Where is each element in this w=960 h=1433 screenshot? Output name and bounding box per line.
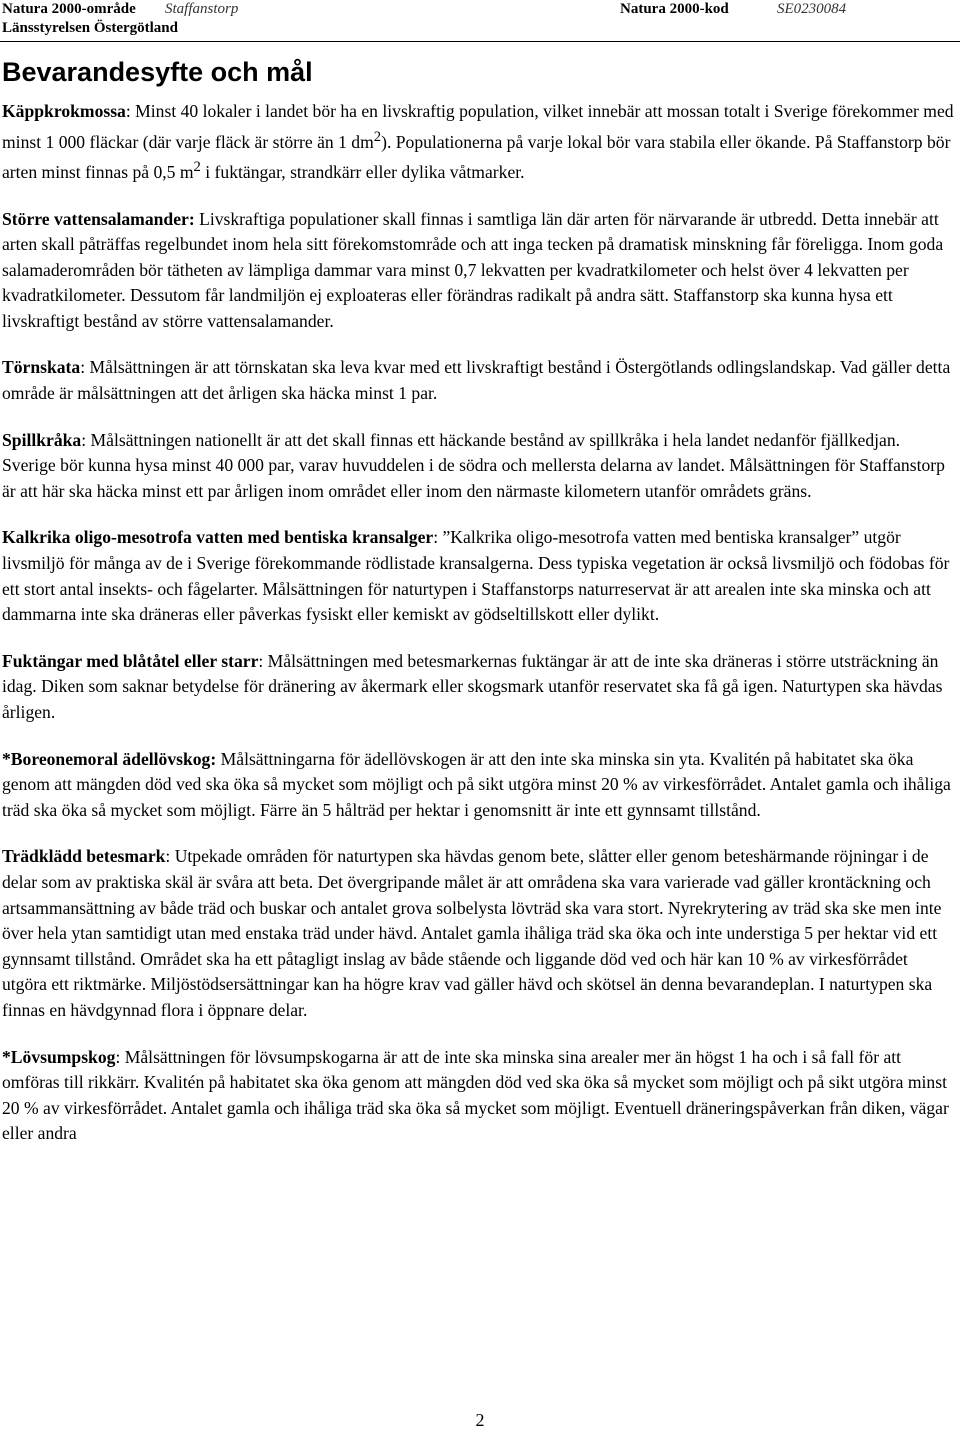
paragraph-text: : Målsättningen för lövsumpskogarna är att de inte ska minska sina arealer mer än högst 1 ha och i så fall för att omföras till rikkärr. Kvalitén på habitatet ska öka genom att mängden död ved ska öka så mycket som möjligt och på sikt utgöra minst 20 % av virkesförrådet. Antalet gamla och ihåliga träd ska öka så mycket som möjligt. Eventuell dräneringspåverkan från diken, vägar eller andra [2,1046,949,1144]
header-code-value: SE0230084 [777,1,847,17]
paragraph-text: : Målsättningen med betesmarkernas fuktängar är att de inte ska dräneras i större utsträckning än idag. Diken som saknar betydelse för dränering av åkermark eller skogsmark utanför reservatet ska få gå igen. Naturtypen ska hävdas årligen. [2,650,943,722]
paragraph-lead: *Boreonemoral ädellövskog: [2,748,217,769]
paragraph-kappkrokmossa [2,99,957,186]
paragraph-lead: Större vattensalamander: [2,208,195,229]
paragraph-vattensalamander [2,207,957,335]
paragraph-text: : Utpekade områden för naturtypen ska hävdas genom bete, slåtter eller genom beteshärmande röjningar i de delar som av praktiska skäl är svåra att beta. Det övergripande målet är att områdena ska vara varierade vad gäller krontäckning och artsammansättning av både träd och buskar och antalet grova solbelysta lövträd ska vara stort. Nyrekrytering av träd ska ske men inte över hela ytan samtidigt utan med enstaka träd under hävd. Antalet gamla ihåliga träd ska öka och inte understiga 5 per hektar vid ett gynnsamt tillstånd. Området ska ha ett påtagligt inslag av både stående och liggande död ved och här kan 10 % av virkesförrådet utgöra ett riktmärke. Miljöstödsersättningar kan ha högre krav vad gäller hävd och skötsel än denna bevarandeplan. I naturtypen ska finnas en hävdgynnad flora i öppnare delar. [2,846,942,1020]
paragraph-text: : ”Kalkrika oligo-mesotrofa vatten med bentiska kransalger” utgör livsmiljö för många av de i Sverige förekommande rödlistade kransalgerna. Dess typiska vegetation är också livsmiljö och födobas för ett stort antal insekts- och fågelarter. Målsättningen för naturtypen i Staffanstorps naturreservat är att arealen inte ska minska och att dammarna inte ska dräneras eller påverkas fysiskt eller kemiskt av gödseltillskott eller dylikt. [2,527,950,625]
paragraph-spillkraka [2,428,957,505]
page-number: 2 [475,1410,485,1430]
paragraph-text: ). Populationerna på varje lokal bör vara stabila eller ökande. På Staffanstorp bör arten minst finnas på 0,5 m [2,131,951,182]
paragraph-lead: Spillkråka [2,429,82,450]
header-area-label: Natura 2000-område [2,1,136,17]
document-body [2,99,957,1168]
superscript: 2 [373,128,382,145]
paragraph-text: : Målsättningen nationellt är att det skall finnas ett häckande bestånd av spillkråka i hela landet nedanför fjällkedjan. Sverige bör kunna hysa minst 40 000 par, varav huvuddelen i de södra och mellersta delarna av landet. Målsättningen för Staffanstorp är att här ska häcka minst ett par årligen inom området eller inom den närmaste kilometern utanför områdets gräns. [2,429,945,501]
paragraph-text: : Målsättningen är att törnskatan ska leva kvar med ett livskraftigt bestånd i Östergötlands odlingslandskap. Vad gäller detta område är målsättningen att det årligen ska häcka minst 1 par. [2,357,951,404]
paragraph-lead: *Lövsumpskog [2,1046,116,1067]
superscript: 2 [193,159,201,176]
header-code-label: Natura 2000-kod [620,1,729,17]
header-area-value: Staffanstorp [165,1,239,17]
paragraph-lead-suffix: : [125,101,131,121]
paragraph-lead: Kalkrika oligo-mesotrofa vatten med bentiska kransalger [2,527,434,548]
paragraph-fuktangar [2,649,957,726]
paragraph-lead: Fuktängar med blåtåtel eller starr [2,650,259,671]
paragraph-lovsumpskog [2,1045,957,1147]
page-title: Bevarandesyfte och mål [2,57,313,87]
paragraph-lead: Törnskata [2,357,81,378]
paragraph-text: Livskraftiga populationer skall finnas i samtliga län där arten för närvarande är utbredd. Detta innebär att arten skall påträffas regelbundet inom hela sitt förekomstområde och att inga tecken på dramatisk minskning får föreligga. Inom goda salamaderområden bör tätheten av lämpliga dammar vara minst 0,7 lekvatten per kvadratkilometer och helst över 4 lekvatten per kvadratkilometer. Dessutom får landmiljön ej exploateras eller förändras radikalt på andra sätt. Staffanstorp ska kunna hysa ett livskraftigt bestånd av större vattensalamander. [2,208,944,331]
paragraph-kalkrika-vatten [2,525,957,627]
paragraph-lead: Käppkrokmossa [2,101,126,121]
header-authority: Länsstyrelsen Östergötland [2,20,178,36]
page-header [0,0,960,40]
paragraph-tradkladd-betesmark [2,844,957,1023]
paragraph-adellovskog [2,747,957,824]
paragraph-lead: Trädklädd betesmark [2,846,166,867]
paragraph-text: Minst 40 lokaler i landet bör ha en livskraftig population, vilket innebär att mossan totalt i Sverige förekommer med minst 1 000 fläckar (där varje fläck är större än 1 dm [2,101,954,152]
paragraph-text: Målsättningarna för ädellövskogen är att den inte ska minska sin yta. Kvalitén på habitatet ska öka genom att mängden död ved ska öka så mycket som möjligt och på sikt utgöra minst 20 % av virkesförrådet. Antalet gamla och ihåliga träd ska öka så mycket som möjligt. Färre än 5 hålträd per hektar i genomsnitt är inte ett gynnsamt tillstånd. [2,748,951,820]
header-divider [0,41,960,42]
paragraph-text: i fuktängar, strandkärr eller dylika våtmarker. [200,161,525,182]
paragraph-tornskata [2,355,957,406]
